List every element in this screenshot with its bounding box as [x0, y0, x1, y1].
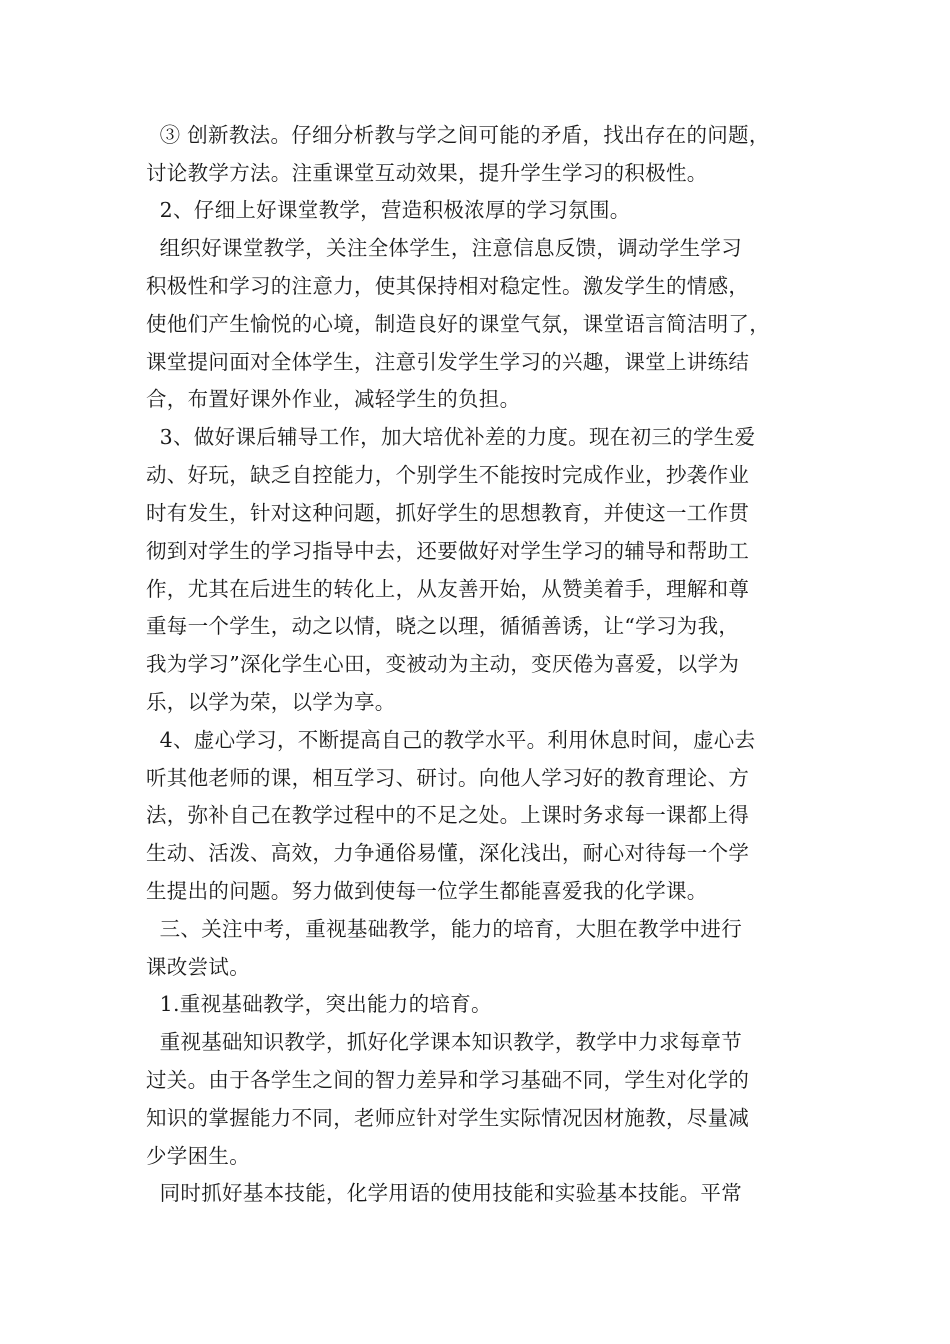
- text-line: 组织好课堂教学，关注全体学生，注意信息反馈，调动学生学习: [146, 236, 743, 260]
- text-line: 知识的掌握能力不同，老师应针对学生实际情况因材施教，尽量减: [146, 1106, 750, 1130]
- text-line: 过关。由于各学生之间的智力差异和学习基础不同，学生对化学的: [146, 1068, 750, 1092]
- text-line: 生动、活泼、高效，力争通俗易懂，深化浅出，耐心对待每一个学: [146, 841, 750, 865]
- text-line: 讨论教学方法。注重课堂互动效果，提升学生学习的积极性。: [146, 161, 708, 185]
- text-line: 1.重视基础教学，突出能力的培育。: [146, 992, 492, 1016]
- text-line: 彻到对学生的学习指导中去，还要做好对学生学习的辅导和帮助工: [146, 539, 750, 563]
- text-line: 合，布置好课外作业，减轻学生的负担。: [146, 387, 521, 411]
- text-line: 听其他老师的课，相互学习、研讨。向他人学习好的教育理论、方: [146, 766, 750, 790]
- text-line: 三、关注中考，重视基础教学，能力的培育，大胆在教学中进行: [146, 917, 743, 941]
- text-line: 重视基础知识教学，抓好化学课本知识教学，教学中力求每章节: [146, 1030, 743, 1054]
- text-line: 同时抓好基本技能，化学用语的使用技能和实验基本技能。平常: [146, 1181, 743, 1205]
- text-line: 积极性和学习的注意力，使其保持相对稳定性。激发学生的情感，: [146, 274, 750, 298]
- text-line: 少学困生。: [146, 1144, 250, 1168]
- text-line: 生提出的问题。努力做到使每一位学生都能喜爱我的化学课。: [146, 879, 708, 903]
- text-line: 使他们产生愉悦的心境，制造良好的课堂气氛，课堂语言简洁明了，: [146, 312, 770, 336]
- text-line: 2、仔细上好课堂教学，营造积极浓厚的学习氛围。: [146, 198, 631, 222]
- text-line: ③ 创新教法。仔细分析教与学之间可能的矛盾，找出存在的问题，: [146, 123, 770, 147]
- text-line: 作，尤其在后进生的转化上，从友善开始，从赞美着手，理解和尊: [146, 577, 750, 601]
- text-line: 动、好玩，缺乏自控能力，个别学生不能按时完成作业，抄袭作业: [146, 463, 750, 487]
- text-line: 3、做好课后辅导工作，加大培优补差的力度。现在初三的学生爱: [146, 425, 756, 449]
- text-line: 课改尝试。: [146, 955, 250, 979]
- text-line: 法，弥补自己在教学过程中的不足之处。上课时务求每一课都上得: [146, 803, 750, 827]
- text-line: 乐，以学为荣，以学为享。: [146, 690, 396, 714]
- text-line: 时有发生，针对这种问题，抓好学生的思想教育，并使这一工作贯: [146, 501, 750, 525]
- text-line: 4、虚心学习，不断提高自己的教学水平。利用休息时间，虚心去: [146, 728, 756, 752]
- text-line: 重每一个学生，动之以情，晓之以理，循循善诱，让“学习为我，: [146, 614, 740, 638]
- text-line: 我为学习”深化学生心田，变被动为主动，变厌倦为喜爱，以学为: [146, 652, 740, 676]
- text-line: 课堂提问面对全体学生，注意引发学生学习的兴趣，课堂上讲练结: [146, 350, 750, 374]
